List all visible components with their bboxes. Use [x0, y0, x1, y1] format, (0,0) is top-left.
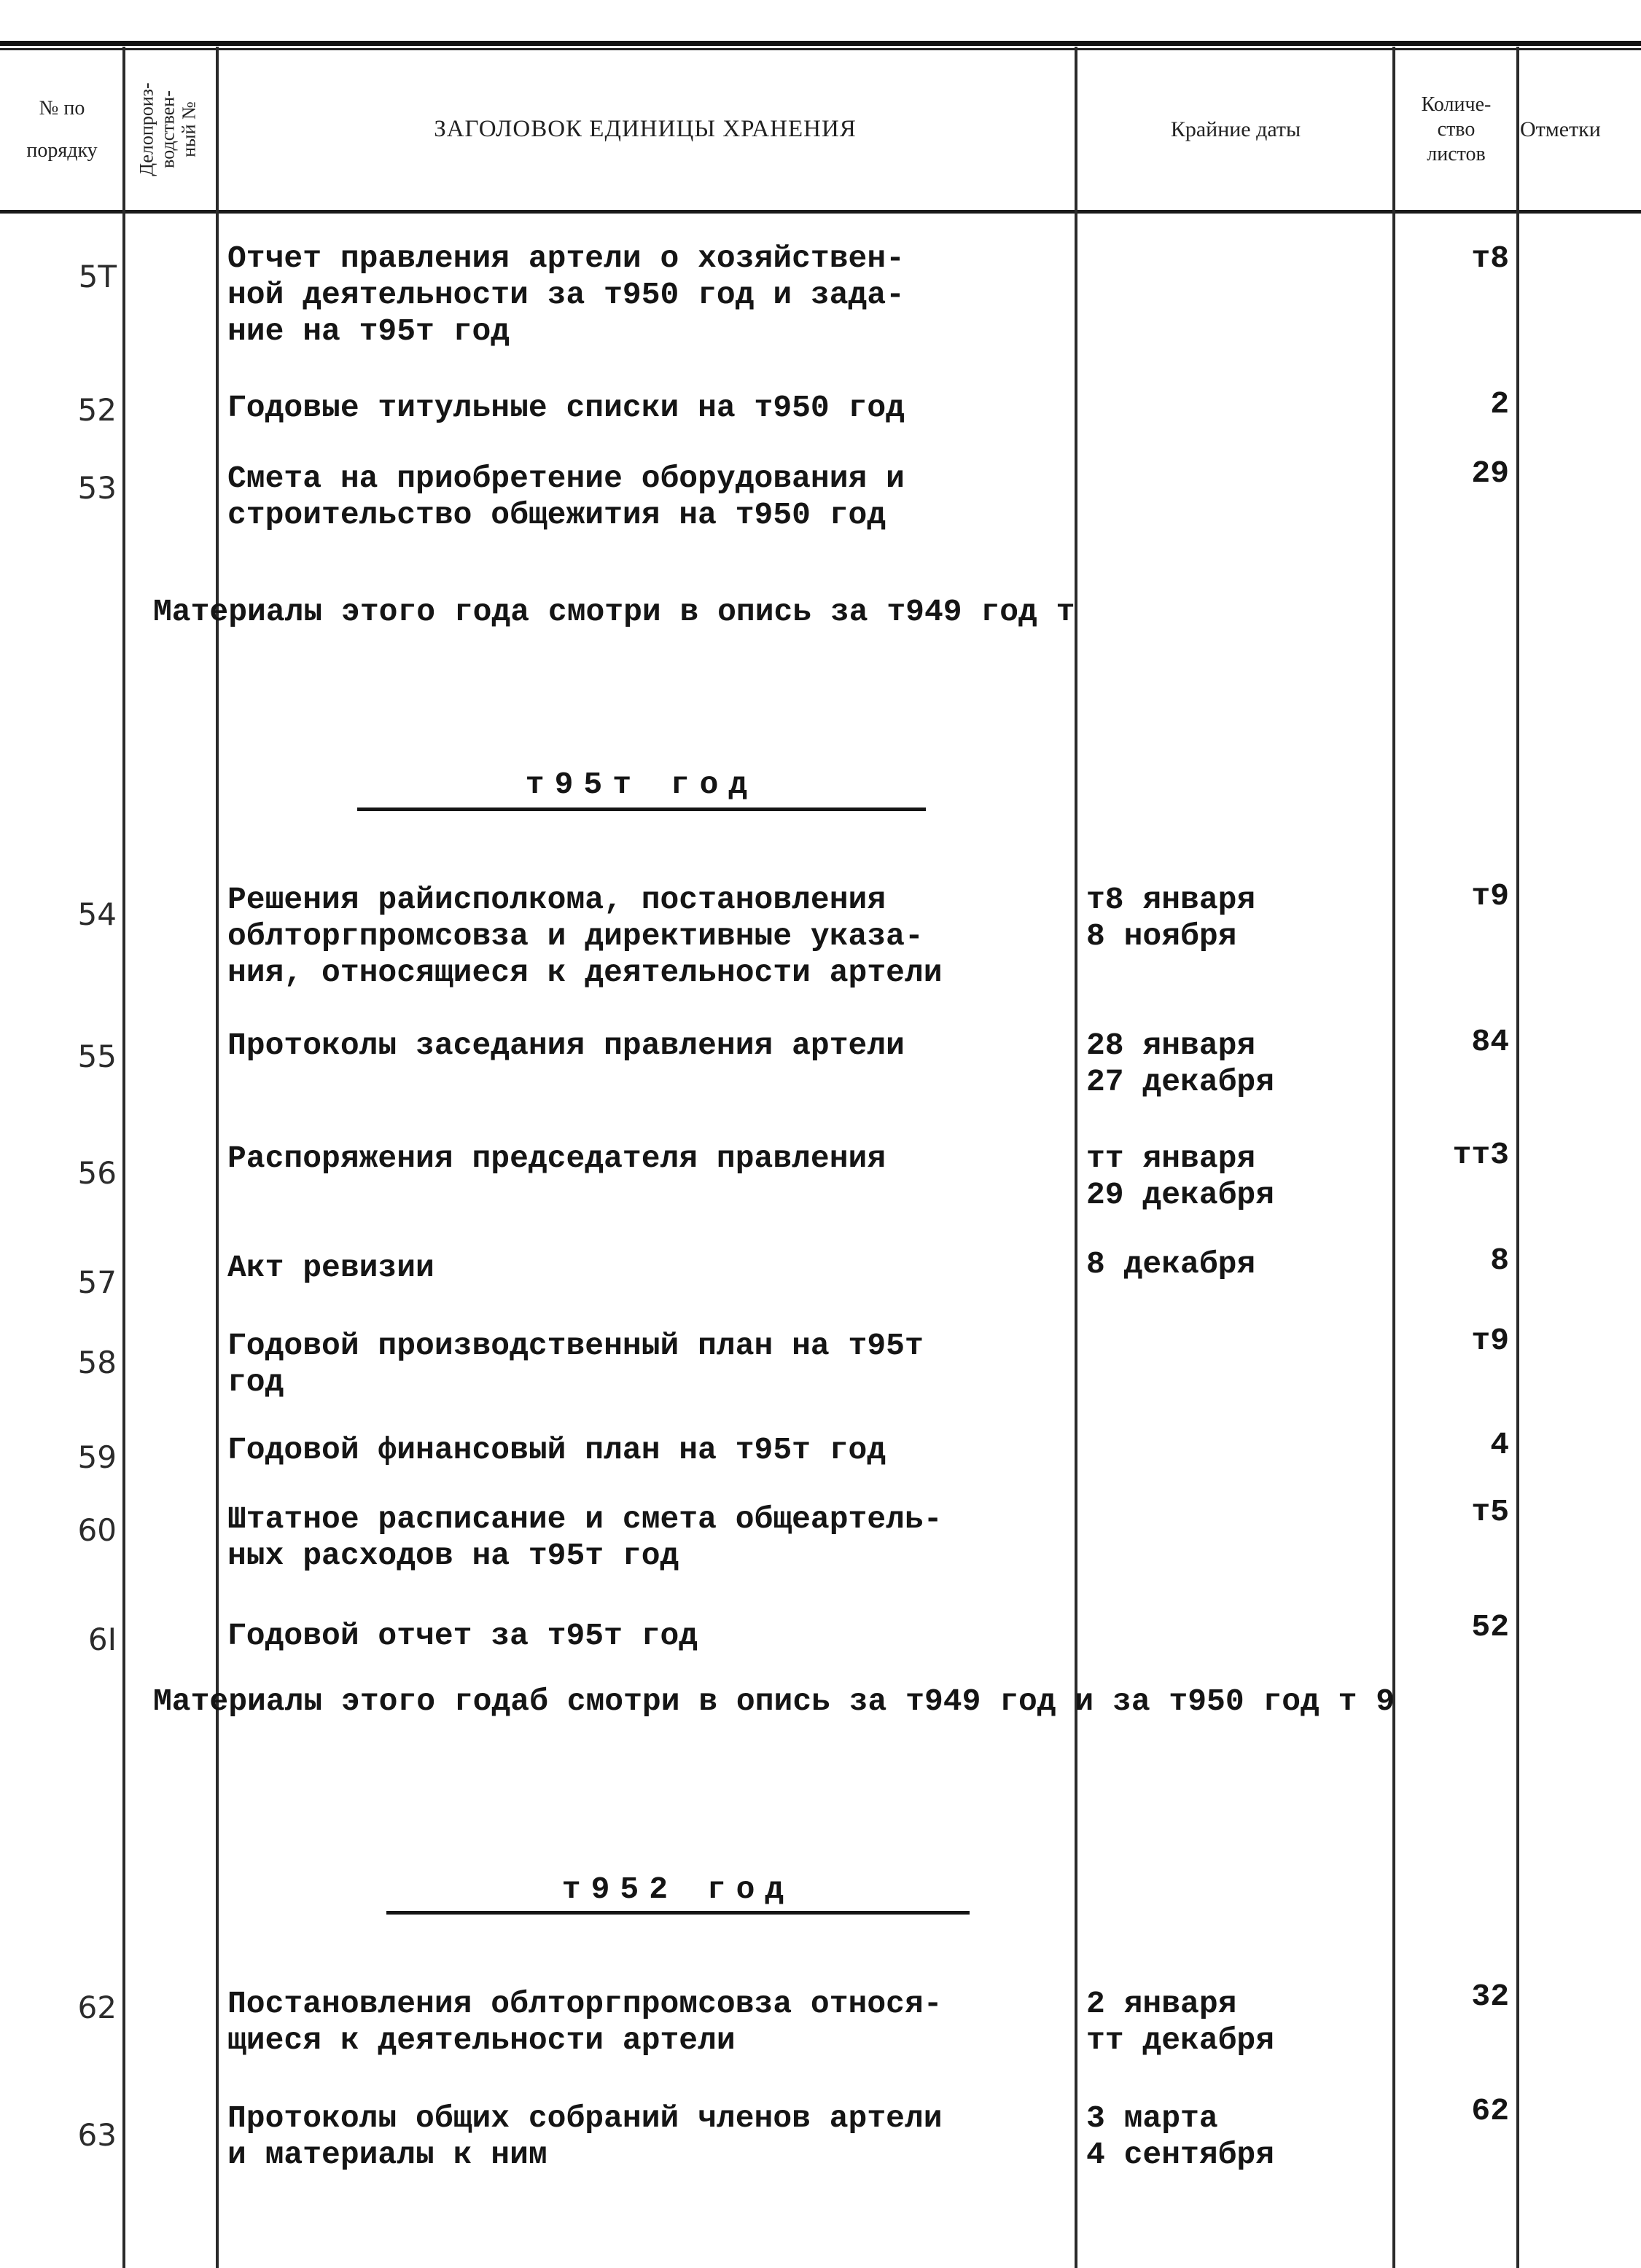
row-number: 54 — [77, 896, 117, 932]
row-title: Годовой отчет за т95т год — [227, 1618, 698, 1654]
row-sheets: 52 — [1471, 1609, 1509, 1645]
row-sheets: т9 — [1471, 1323, 1509, 1358]
row-number: 56 — [77, 1155, 117, 1191]
row-title: Протоколы общих собраний членов артели и материалы к ним — [227, 2100, 943, 2173]
row-sheets: 4 — [1490, 1427, 1509, 1463]
row-number: 60 — [77, 1512, 117, 1548]
year-heading: т95т год — [525, 767, 758, 802]
year-underline — [386, 1911, 970, 1915]
year-underline — [357, 808, 926, 811]
row-title: Годовой финансовый план на т95т год — [227, 1432, 886, 1468]
row-title: Распоряжения председателя правления — [227, 1141, 886, 1176]
cross-reference-note: Материалы этого годаб смотри в опись за т949 год и за т950 год т 9 — [153, 1684, 1395, 1719]
row-sheets: т5 — [1471, 1494, 1509, 1530]
row-title: Годовой производственный план на т95т год — [227, 1328, 924, 1400]
row-dates: 2 января тт декабря — [1086, 1986, 1275, 2058]
row-title: Протоколы заседания правления артели — [227, 1028, 905, 1063]
row-title: Решения райисполкома, постановления облторгпромсовза и директивные указа- ния, относящиеся к деятельности артели — [227, 882, 943, 990]
header-unit-title: ЗАГОЛОВОК ЕДИНИЦЫ ХРАНЕНИЯ — [434, 116, 857, 142]
row-number: 5Т — [78, 259, 117, 294]
header-sheet-count: Количе- ство листов — [1421, 93, 1492, 165]
row-dates: т8 января 8 ноября — [1086, 882, 1256, 954]
header-date-range: Крайние даты — [1170, 117, 1301, 141]
row-number: 62 — [77, 1990, 117, 2025]
row-sheets: 8 — [1490, 1243, 1509, 1278]
row-sheets: 29 — [1471, 455, 1509, 491]
row-dates: 28 января 27 декабря — [1086, 1028, 1275, 1100]
header-order-number: № по порядку — [26, 96, 98, 162]
column-divider — [122, 47, 125, 2268]
row-number: 58 — [77, 1345, 117, 1380]
row-title: Отчет правления артели о хозяйствен- ной деятельности за т950 год и зада- ние на т95т год — [227, 241, 905, 349]
row-sheets: 2 — [1490, 386, 1509, 422]
row-number: 52 — [77, 392, 117, 428]
row-sheets: 62 — [1471, 2093, 1509, 2129]
top-border — [0, 41, 1641, 46]
row-number: 6I — [87, 1622, 117, 1657]
row-sheets: 84 — [1471, 1024, 1509, 1060]
row-number: 55 — [77, 1039, 117, 1074]
row-sheets: т9 — [1471, 878, 1509, 914]
row-number: 53 — [77, 470, 117, 506]
row-sheets: 32 — [1471, 1979, 1509, 2014]
column-divider — [216, 47, 219, 2268]
row-dates: 8 декабря — [1086, 1246, 1256, 1282]
row-title: Постановления облторгпромсовза относя- щиеся к деятельности артели — [227, 1986, 943, 2058]
header-notes: Отметки — [1520, 117, 1601, 141]
header-office-number: Делопроиз- водствен- ный № — [136, 82, 200, 176]
cross-reference-note: Материалы этого года смотри в опись за т949 год т — [153, 594, 1075, 630]
row-number: 57 — [77, 1264, 117, 1300]
row-dates: 3 марта 4 сентября — [1086, 2100, 1275, 2173]
row-dates: тт января 29 декабря — [1086, 1141, 1275, 1213]
row-title: Годовые титульные списки на т950 год — [227, 390, 905, 426]
row-title: Смета на приобретение оборудования и строительство общежития на т950 год — [227, 461, 905, 533]
row-title: Штатное расписание и смета общеартель- ных расходов на т95т год — [227, 1501, 943, 1573]
column-divider — [1516, 47, 1519, 2268]
row-number: 59 — [77, 1439, 117, 1475]
row-sheets: т8 — [1471, 241, 1509, 276]
row-number: 63 — [77, 2117, 117, 2153]
row-title: Акт ревизии — [227, 1250, 434, 1286]
row-sheets: тт3 — [1452, 1137, 1509, 1173]
column-divider — [1392, 47, 1395, 2268]
year-heading: т952 год — [561, 1872, 795, 1907]
